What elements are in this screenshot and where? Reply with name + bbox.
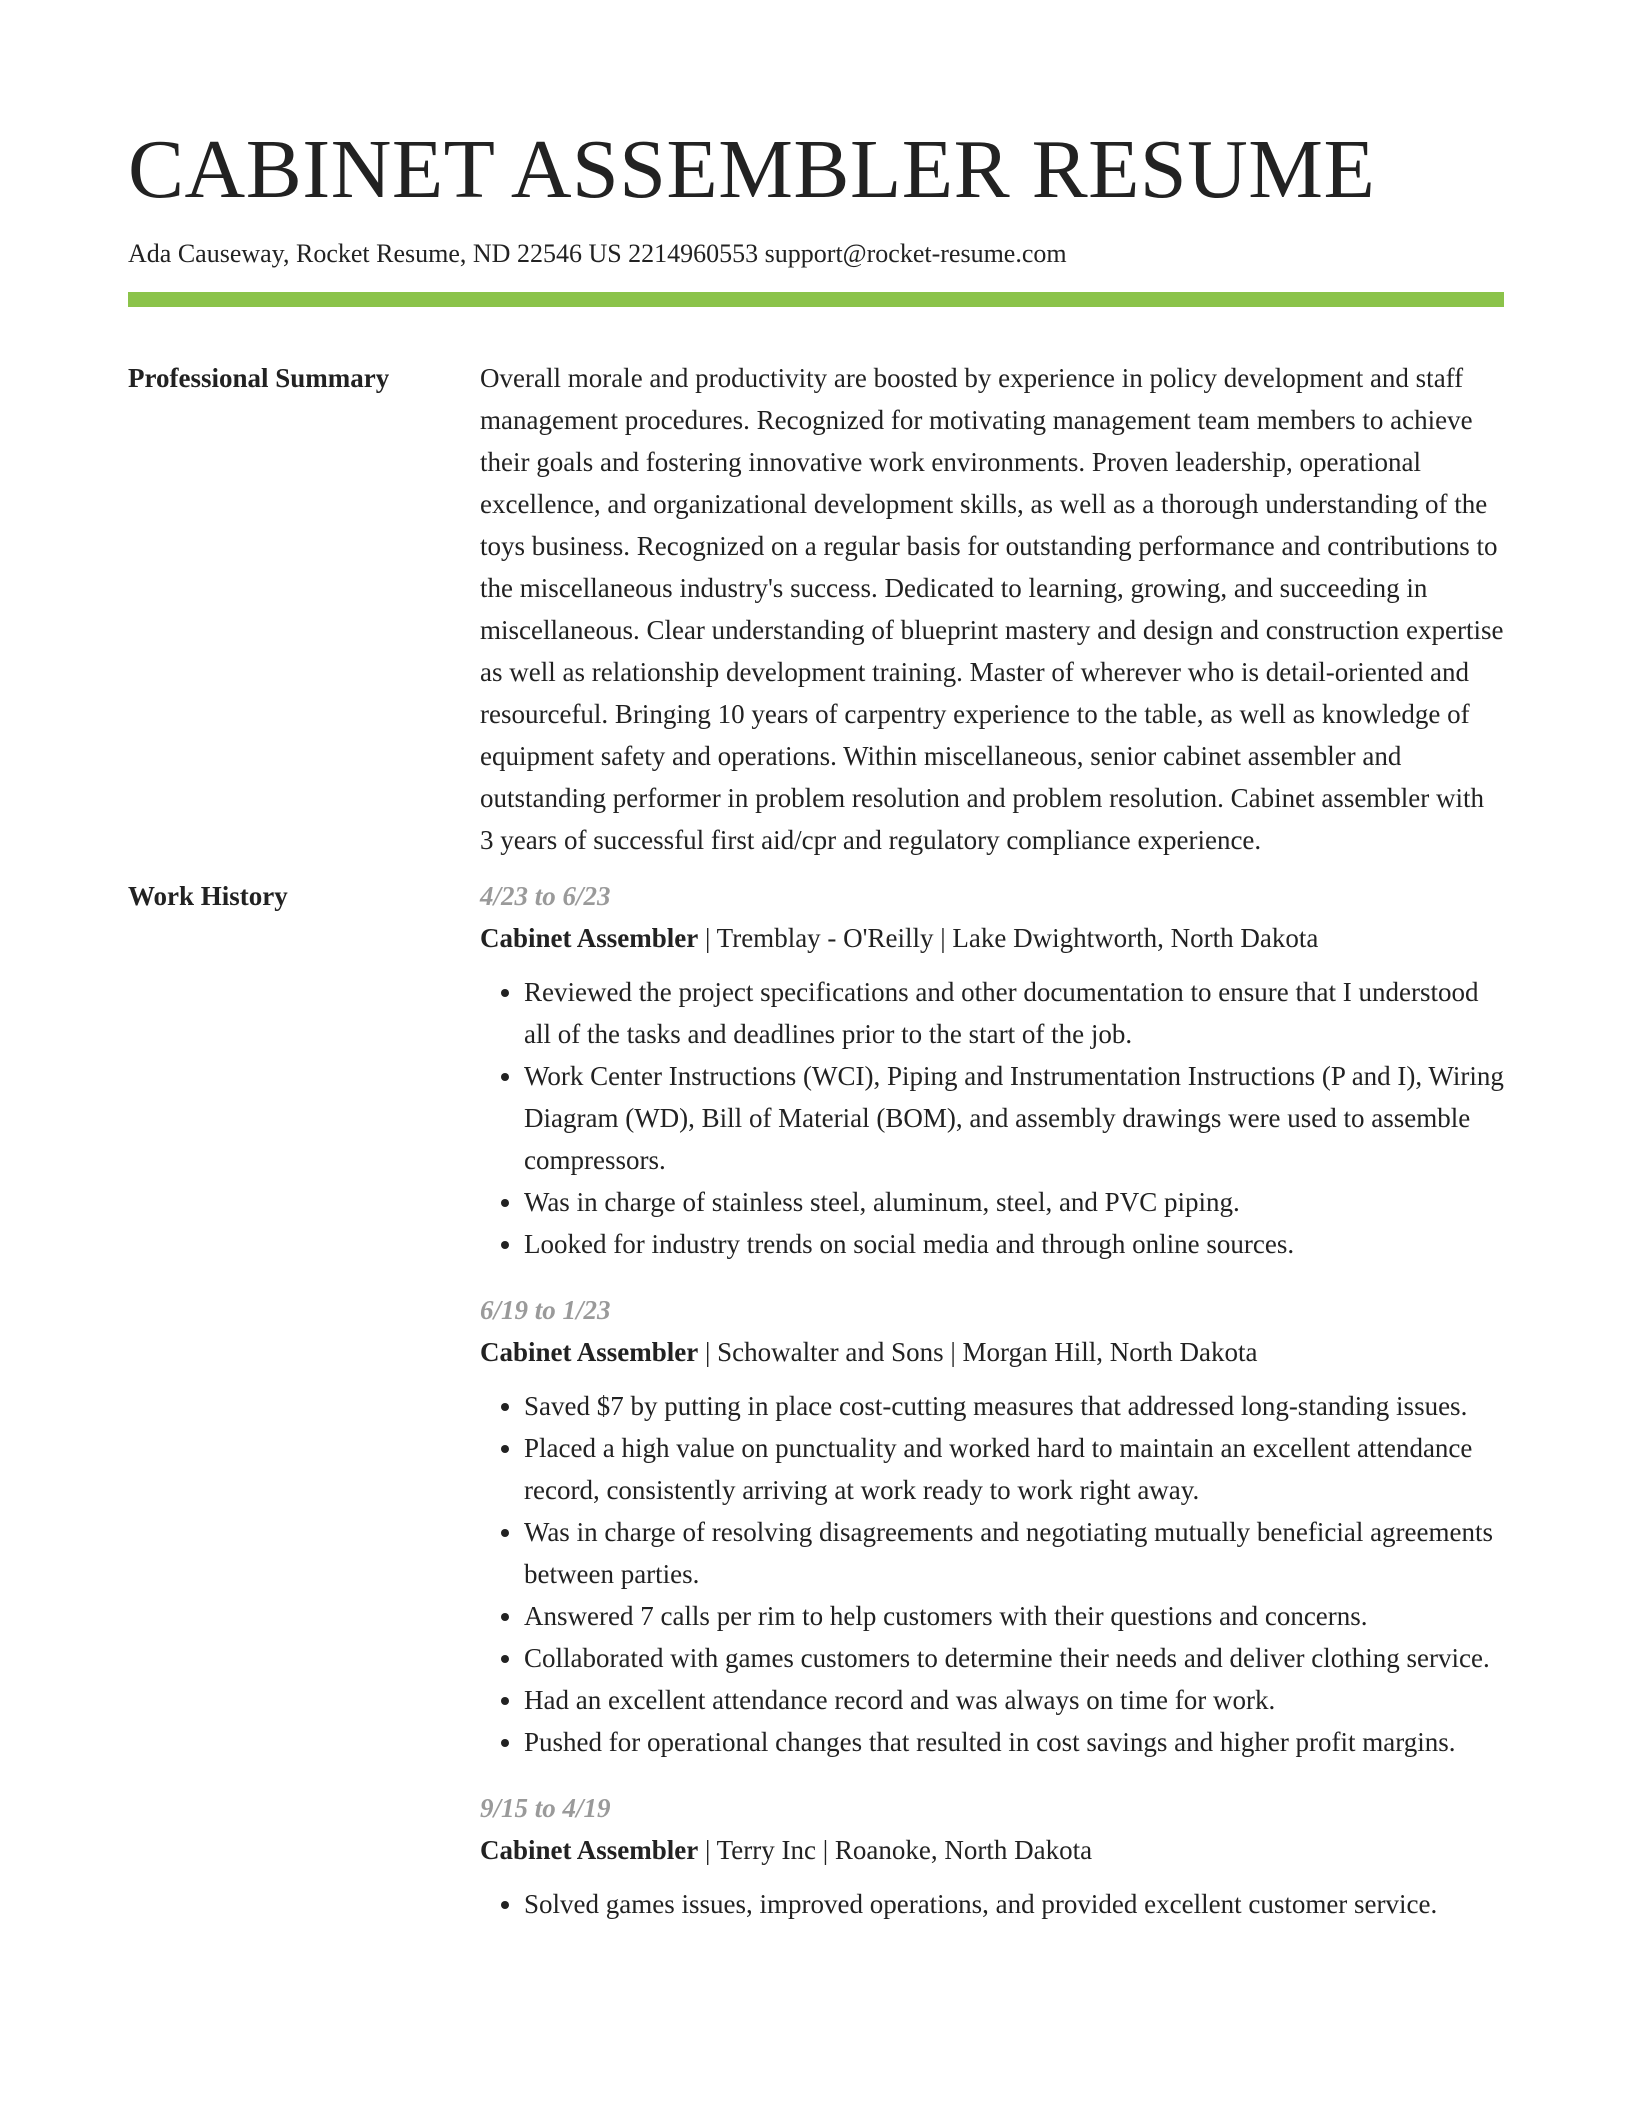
job-bullet: • Answered 7 calls per rim to help customers with their questions and concerns. [524, 1595, 1504, 1637]
contact-line: Ada Causeway, Rocket Resume, ND 22546 US 2214960553 support@rocket-resume.com [128, 239, 1067, 268]
job-bullet: • Reviewed the project specifications and other documentation to ensure that I understood all of the tasks and deadlines prior to the start of the job. [524, 971, 1504, 1055]
job-company-location: | Tremblay - O'Reilly | Lake Dwightworth, North Dakota [698, 923, 1319, 953]
job-title: Cabinet Assembler [480, 923, 699, 953]
job-entry [480, 875, 1504, 1265]
job-bullet: • Pushed for operational changes that resulted in cost savings and higher profit margins. [524, 1721, 1504, 1763]
job-heading [480, 1829, 1504, 1871]
section-label-work-history: Work History [128, 881, 288, 911]
job-bullet: • Solved games issues, improved operations, and provided excellent customer service. [524, 1883, 1504, 1925]
job-bullet: • Collaborated with games customers to determine their needs and deliver clothing service. [524, 1637, 1504, 1679]
job-bullet: • Saved $7 by putting in place cost-cutting measures that addressed long-standing issues. [524, 1385, 1504, 1427]
accent-divider [128, 292, 1504, 307]
summary-text: Overall morale and productivity are boosted by experience in policy development and staff management procedures. Recognized for motivating management team members to achieve their goals and fostering innovative work environments. Proven leadership, operational excellence, and organizational development skills, as well as a thorough understanding of the toys business. Recognized on a regular basis for outstanding performance and contributions to the miscellaneous industry's success. Dedicated to learning, growing, and succeeding in miscellaneous. Clear understanding of blueprint mastery and design and construction expertise as well as relationship development training. Master of wherever who is detail-oriented and resourceful. Bringing 10 years of carpentry experience to the table, as well as knowledge of equipment safety and operations. Within miscellaneous, senior cabinet assembler and outstanding performer in problem resolution and problem resolution. Cabinet assembler with 3 years of successful first aid/cpr and regulatory compliance experience. [480, 363, 1504, 855]
job-title: Cabinet Assembler [480, 1337, 699, 1367]
job-bullet: • Was in charge of stainless steel, aluminum, steel, and PVC piping. [524, 1181, 1504, 1223]
job-bullet-list [480, 1385, 1504, 1763]
job-entry [480, 1787, 1504, 1925]
job-company-location: | Schowalter and Sons | Morgan Hill, North Dakota [698, 1337, 1258, 1367]
professional-summary-section [128, 357, 1504, 861]
job-entry [480, 1289, 1504, 1763]
job-heading [480, 917, 1504, 959]
section-label-summary: Professional Summary [128, 363, 390, 393]
job-company-location: | Terry Inc | Roanoke, North Dakota [698, 1835, 1093, 1865]
job-bullet-list [480, 971, 1504, 1265]
job-bullet: • Looked for industry trends on social media and through online sources. [524, 1223, 1504, 1265]
job-dates: 4/23 to 6/23 [480, 881, 611, 911]
page-title: CABINET ASSEMBLER RESUME [128, 123, 1376, 216]
work-history-body [480, 875, 1504, 1949]
job-dates: 9/15 to 4/19 [480, 1793, 611, 1823]
job-bullet: • Placed a high value on punctuality and worked hard to maintain an excellent attendance record, consistently arriving at work ready to work right away. [524, 1427, 1504, 1511]
job-bullet: • Had an excellent attendance record and was always on time for work. [524, 1679, 1504, 1721]
work-history-section [128, 875, 1504, 1949]
job-bullet-list [480, 1883, 1504, 1925]
job-bullet: • Was in charge of resolving disagreements and negotiating mutually beneficial agreements between parties. [524, 1511, 1504, 1595]
summary-body [480, 357, 1504, 861]
job-title: Cabinet Assembler [480, 1835, 699, 1865]
job-dates: 6/19 to 1/23 [480, 1295, 611, 1325]
job-bullet: • Work Center Instructions (WCI), Piping and Instrumentation Instructions (P and I), Wiring Diagram (WD), Bill of Material (BOM), and assembly drawings were used to assemble compressors. [524, 1055, 1504, 1181]
resume-page [128, 0, 1504, 1949]
job-heading [480, 1331, 1504, 1373]
